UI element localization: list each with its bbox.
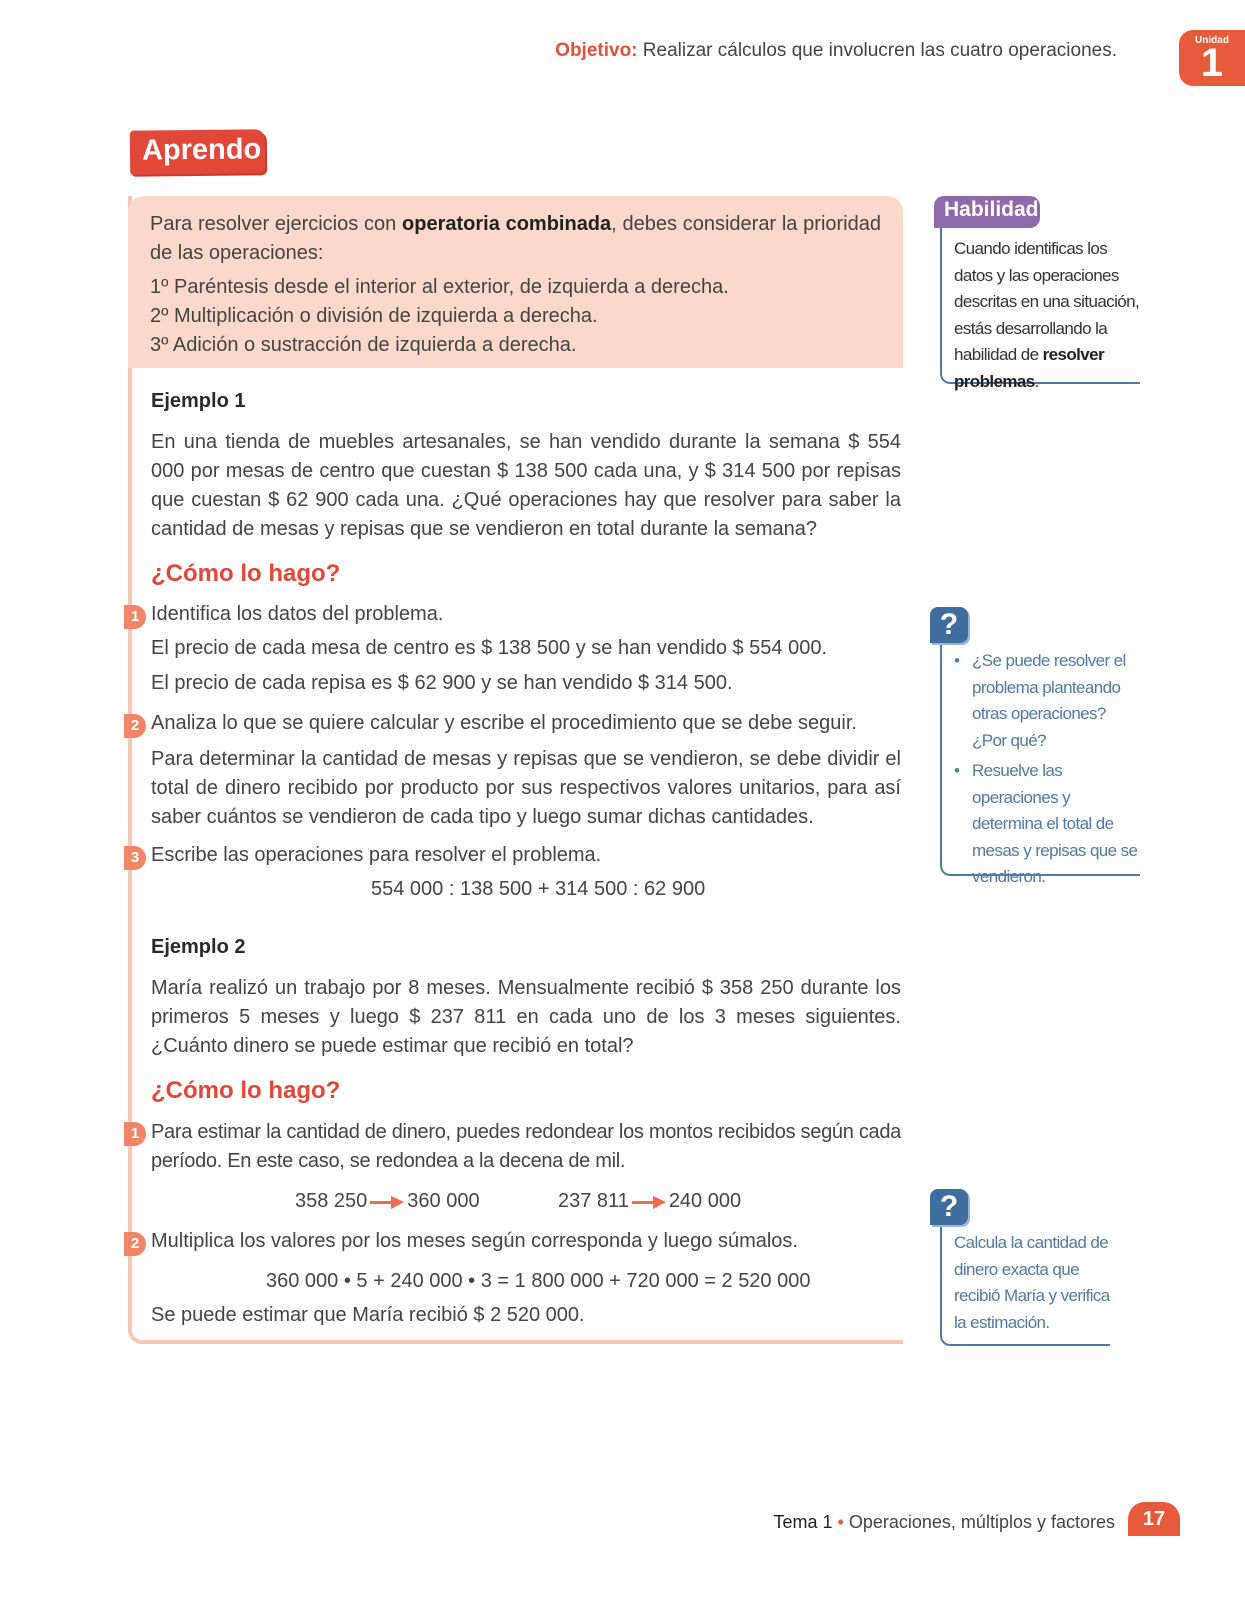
section-title: Aprendo	[130, 129, 265, 174]
question2-text: Calcula la cantidad de dinero exacta que recibió María y verifica la estimación.	[954, 1233, 1110, 1332]
page-number: 17	[1128, 1502, 1180, 1536]
footer-separator: •	[837, 1512, 844, 1532]
unit-word: Unidad	[1195, 35, 1229, 46]
habilidad-text	[954, 236, 1140, 395]
priority-rule: 2º Multiplicación o división de izquierda a derecha.	[150, 305, 598, 327]
footer-tema: Tema 1	[773, 1512, 833, 1532]
intro-text-after: , debes considerar la prioridad de las operaciones:	[150, 213, 881, 264]
rounding-to: 360 000	[407, 1190, 480, 1212]
footer-subject: Operaciones, múltiplos y factores	[848, 1512, 1115, 1532]
unit-tab	[1179, 30, 1245, 86]
example2-how-title: ¿Cómo lo hago?	[151, 1077, 341, 1104]
rounding-item	[558, 1190, 741, 1213]
objective-label: Objetivo:	[555, 40, 638, 61]
habilidad-text-after: .	[1034, 371, 1039, 391]
example1-formula: 554 000 : 138 500 + 314 500 : 62 900	[371, 878, 706, 900]
example2-step2-title: Multiplica los valores por los meses según corresponda y luego súmalos.	[151, 1230, 798, 1252]
intro-box	[128, 196, 903, 368]
example1-title: Ejemplo 1	[151, 390, 246, 412]
example1-step2-body: Para determinar la cantidad de mesas y repisas que se vendieron, se debe dividir el total de dinero recibido por producto por sus respectivos valores unitarios, para así saber cuántos se vendieron de cada tipo y luego sumar dichas cantidades.	[151, 748, 901, 828]
step-number-badge: 2	[124, 714, 146, 738]
step-number-badge: 1	[124, 605, 146, 629]
question1-bullet: • ¿Se puede resolver el problema planteando otras operaciones? ¿Por qué?	[952, 648, 1140, 754]
rounding-to: 240 000	[668, 1190, 742, 1212]
rounding-from: 237 811	[558, 1190, 629, 1212]
example1-how-title: ¿Cómo lo hago?	[151, 560, 341, 587]
unit-number: 1	[1200, 41, 1224, 85]
example1-step1-line: El precio de cada mesa de centro es $ 138 500 y se han vendido $ 554 000.	[151, 637, 828, 659]
question1-box	[940, 640, 1140, 886]
footer	[774, 1512, 1116, 1533]
question2-box	[940, 1222, 1110, 1346]
habilidad-text-strong: resolver problemas	[954, 345, 1104, 391]
priority-rule: 1º Paréntesis desde el interior al exterior, de izquierda a derecha.	[150, 276, 729, 298]
step-number-badge: 3	[124, 846, 146, 870]
question-mark-icon: ?	[930, 1189, 968, 1225]
habilidad-box	[940, 226, 1140, 391]
rounding-from: 358 250	[295, 1190, 368, 1212]
intro-text-strong: operatoria combinada	[402, 213, 612, 235]
habilidad-label: Habilidad	[934, 196, 1040, 228]
question1-bullet: • Resuelve las operaciones y determina el total de mesas y repisas que se vendieron.	[952, 758, 1140, 891]
example2-step1-title: Para estimar la cantidad de dinero, puedes redondear los montos recibidos según cada período. En este caso, se redondea a la decena de mil.	[151, 1121, 901, 1172]
example1-step2-title: Analiza lo que se quiere calcular y escribe el procedimiento que se debe seguir.	[151, 712, 857, 734]
example2-problem: María realizó un trabajo por 8 meses. Mensualmente recibió $ 358 250 durante los primeros 5 meses y luego $ 237 811 en cada uno de los 3 meses siguientes. ¿Cuánto dinero se puede estimar que recibió en total?	[151, 977, 901, 1057]
example1-step1-title: Identifica los datos del problema.	[151, 603, 444, 625]
intro-text-before: Para resolver ejercicios con	[150, 213, 403, 235]
example1-step1-line: El precio de cada repisa es $ 62 900 y se han vendido $ 314 500.	[151, 672, 733, 694]
habilidad-text-before: Cuando identificas los datos y las operaciones descritas en una situación, estás desarrollando la habilidad de	[954, 239, 1140, 364]
example2-formula: 360 000 • 5 + 240 000 • 3 = 1 800 000 + 720 000 = 2 520 000	[266, 1270, 811, 1292]
example1-problem: En una tienda de muebles artesanales, se han vendido durante la semana $ 554 000 por mesas de centro que cuestan $ 138 500 cada una, y $ 314 500 por repisas que cuestan $ 62 900 cada una. ¿Qué operaciones hay que resolver para saber la cantidad de mesas y repisas que se vendieron en total durante la semana?	[151, 431, 901, 540]
priority-rule: 3º Adición o sustracción de izquierda a derecha.	[150, 334, 577, 356]
objective-text: Realizar cálculos que involucren las cuatro operaciones.	[642, 40, 1117, 61]
arrow-right-icon	[632, 1196, 666, 1208]
step-number-badge: 1	[124, 1122, 146, 1146]
arrow-right-icon	[370, 1196, 404, 1208]
step-number-badge: 2	[124, 1232, 146, 1256]
example2-title: Ejemplo 2	[151, 936, 246, 958]
rounding-item	[295, 1190, 480, 1213]
example1-step3-title: Escribe las operaciones para resolver el problema.	[151, 844, 602, 866]
intro-text	[150, 210, 881, 268]
objective	[555, 40, 1117, 62]
example2-conclusion: Se puede estimar que María recibió $ 2 520 000.	[151, 1304, 585, 1326]
question-mark-icon: ?	[930, 607, 968, 643]
